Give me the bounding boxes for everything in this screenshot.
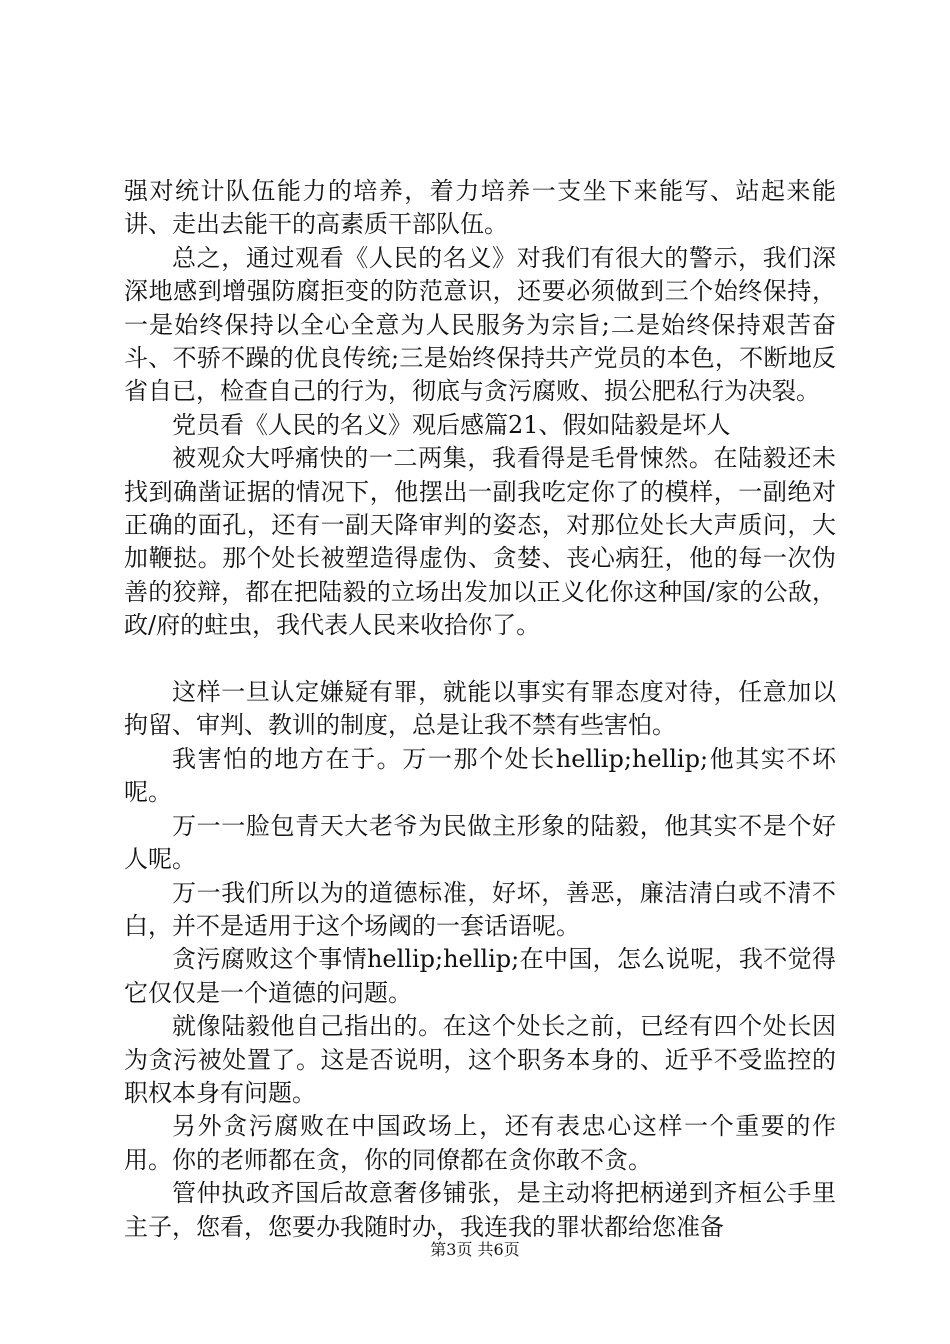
section-heading: 党员看《人民的名义》观后感篇21、假如陆毅是坏人 xyxy=(172,410,731,439)
document-body xyxy=(124,175,836,1244)
paragraph-6: 万一一脸包青天大老爷为民做主形象的陆毅，他其实不是个好人呢。 xyxy=(124,811,836,874)
paragraph-3: 被观众大呼痛快的一二两集，我看得是毛骨悚然。在陆毅还未找到确凿证据的情况下，他摆出一副我吃定你了的模样，一副绝对正确的面孔，还有一副天降审判的姿态，对那位处长大声质问，大加鞭挞。那个处长被塑造得虚伪、贪婪、丧心病狂，他的每一次伪善的狡辩，都在把陆毅的立场出发加以正义化你这种国/家的公敌，政/府的蛀虫，我代表人民来收拾你了。 xyxy=(124,444,836,640)
paragraph-9: 就像陆毅他自己指出的。在这个处长之前，已经有四个处长因为贪污被处置了。这是否说明，这个职务本身的、近乎不受监控的职权本身有问题。 xyxy=(124,1012,836,1107)
paragraph-5: 我害怕的地方在于。万一那个处长hellip;hellip;他其实不坏呢。 xyxy=(124,744,836,807)
paragraph-4: 这样一旦认定嫌疑有罪，就能以事实有罪态度对待，任意加以拘留、审判、教训的制度，总是让我不禁有些害怕。 xyxy=(124,678,836,740)
paragraph-7: 万一我们所以为的道德标准，好坏，善恶，廉洁清白或不清不白，并不是适用于这个场阈的一套话语呢。 xyxy=(124,878,836,940)
page-number-footer: 第3页 共6页 xyxy=(430,1240,520,1259)
paragraph-2: 总之，通过观看《人民的名义》对我们有很大的警示，我们深深地感到增强防腐拒变的防范意识，还要必须做到三个始终保持，一是始终保持以全心全意为人民服务为宗旨;二是始终保持艰苦奋斗、不骄不躁的优良传统;三是始终保持共产党员的本色，不断地反省自已，检查自己的行为，彻底与贪污腐败、损公肥私行为决裂。 xyxy=(124,243,836,406)
paragraph-1: 强对统计队伍能力的培养，着力培养一支坐下来能写、站起来能讲、走出去能干的高素质干部队伍。 xyxy=(124,177,836,239)
blank-line xyxy=(124,643,836,676)
paragraph-11: 管仲执政齐国后故意奢侈铺张，是主动将把柄递到齐桓公手里主子，您看，您要办我随时办，我连我的罪状都给您准备 xyxy=(124,1179,836,1241)
paragraph-8: 贪污腐败这个事情hellip;hellip;在中国，怎么说呢，我不觉得它仅仅是一个道德的问题。 xyxy=(124,945,836,1007)
paragraph-10: 另外贪污腐败在中国政场上，还有表忠心这样一个重要的作用。你的老师都在贪，你的同僚都在贪你敢不贪。 xyxy=(124,1112,836,1174)
